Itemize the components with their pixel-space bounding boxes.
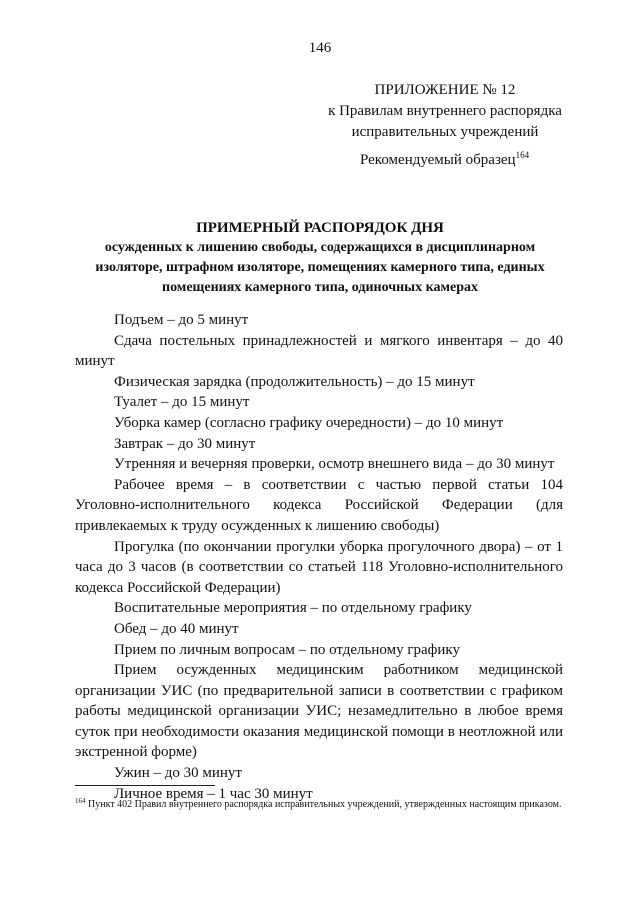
page-number: 146 xyxy=(308,40,332,56)
recommended-sample-label xyxy=(360,150,529,169)
document-subtitle: осужденных к лишению свободы, содержащихся в дисциплинарном изоляторе, штрафном изоляторе, помещениях камерного типа, единых помещениях камерного типа, одиночных камерах xyxy=(95,240,545,295)
appendix-reference: к Правилам внутреннего распорядка xyxy=(328,103,562,119)
schedule-item: Завтрак – до 30 минут xyxy=(114,435,256,452)
schedule-item: Прием осужденных медицинским работником медицинской организации УИС (по предварительной записи в соответствии с графиком работы медицинской организации УИС; незамедлительно в любое время суток при необходимости оказания медицинской помощи в неотложной или экстренной форме) xyxy=(75,662,563,761)
schedule-item: Обед – до 40 минут xyxy=(114,620,239,637)
schedule-item: Сдача постельных принадлежностей и мягкого инвентаря – до 40 минут xyxy=(75,332,563,370)
footnote-mark: 164 xyxy=(75,797,86,805)
schedule-item: Рабочее время – в соответствии с частью первой статьи 104 Уголовно-исполнительного кодекса Российской Федерации (для привлекаемых к труду осужденных к лишению свободы) xyxy=(75,476,563,534)
footnote-text: Пункт 402 Правил внутреннего распорядка исправительных учреждений, утвержденных настоящим приказом. xyxy=(88,799,562,810)
schedule-item: Утренняя и вечерняя проверки, осмотр внешнего вида – до 30 минут xyxy=(114,456,555,473)
schedule-item: Подъем – до 5 минут xyxy=(114,312,249,328)
schedule-item: Прогулка (по окончании прогулки уборка прогулочного двора) – от 1 часа до 3 часов (в соответствии со статьей 118 Уголовно-исполнительного кодекса Российской Федерации) xyxy=(75,538,563,596)
schedule-item: Уборка камер (согласно графику очередности) – до 10 минут xyxy=(114,414,504,431)
schedule-item: Физическая зарядка (продолжительность) – до 15 минут xyxy=(114,373,475,390)
sample-text: Рекомендуемый образец xyxy=(360,152,516,168)
footnote-reference[interactable]: 164 xyxy=(515,150,530,160)
schedule-item: Прием по личным вопросам – по отдельному графику xyxy=(114,641,460,658)
appendix-number: ПРИЛОЖЕНИЕ № 12 xyxy=(374,82,516,98)
schedule-item: Туалет – до 15 минут xyxy=(114,394,250,411)
schedule-item: Личное время – 1 час 30 минут xyxy=(114,785,313,802)
appendix-reference-continued: исправительных учреждений xyxy=(351,124,539,140)
schedule-item: Воспитательные мероприятия – по отдельному графику xyxy=(114,600,472,617)
appendix-header xyxy=(300,80,590,143)
footnote xyxy=(75,794,565,812)
document-title: ПРИМЕРНЫЙ РАСПОРЯДОК ДНЯ xyxy=(196,220,444,236)
footnote-divider xyxy=(75,785,215,786)
schedule-list xyxy=(75,310,563,804)
schedule-item: Ужин – до 30 минут xyxy=(114,765,242,782)
